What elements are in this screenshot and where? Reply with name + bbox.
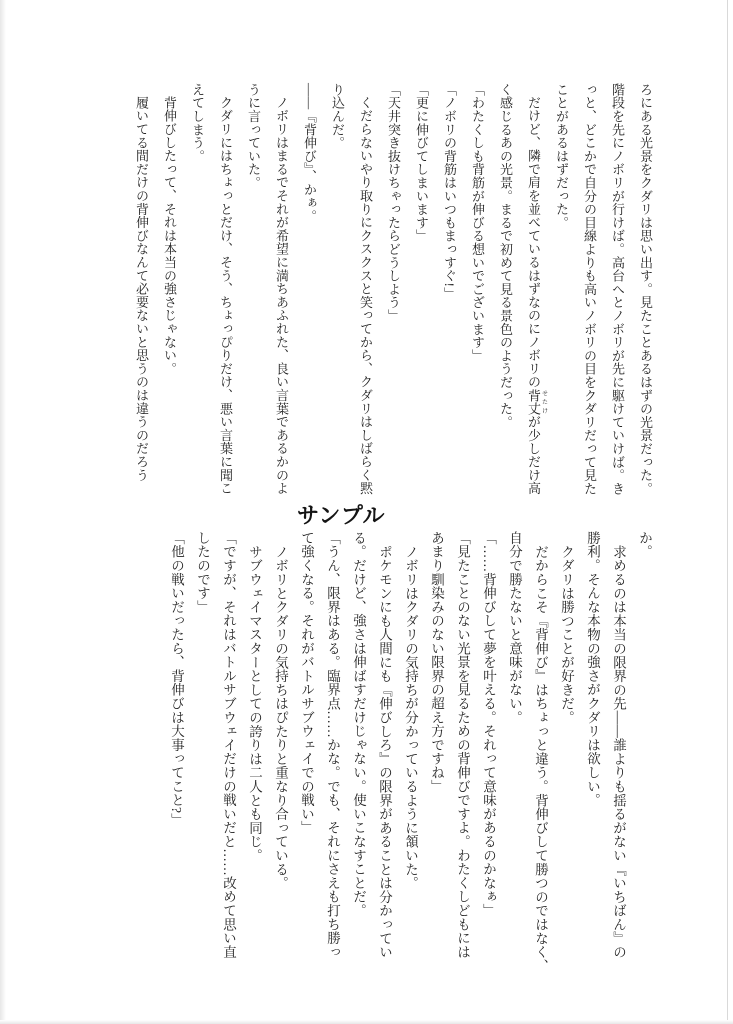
bottom-text-block [163,531,657,973]
text-line: 背伸びしたって、それは本当の強さじゃない。 [162,96,177,376]
top-text-block [127,83,659,501]
text-line: か。 [637,531,652,559]
text-line: 履いてる間だけの背伸びなんて必要ないと思うのは違うのだろう [134,96,149,482]
text-line: 求めるのは本当の限界の先――誰よりも揺るがない『いちばん』の [611,544,626,959]
ruby-annotated-word: 背丈 せたけ [526,388,547,416]
text-line: 「うん、限界はある。臨界点……かな。でも、それにさえも打ち勝っ [325,531,340,959]
text-line: だからこそ『背伸び』はちょっと違う。背伸びして勝つのではなく、 [533,544,548,973]
text-line: く感じるあの光景。まるで初めて見る景色のようだった。 [498,83,513,429]
text-line: くだらないやり取りにクスクスと笑ってから、クダリはしばらく黙 [358,96,373,495]
text-line: る。だけど、強さは伸ばすだけじゃない。使いこなすことだ。 [351,531,366,918]
text-line: 「ノボリの背筋はいつもまっすぐ!」 [442,83,457,301]
text-line: 「見たことのない光景を見るための背伸びですよ。わたくしどもには [455,531,470,959]
text-line: ろにある光景をクダリは思い出す。見たことあるはずの光景だった。 [638,83,653,496]
text-line: あまり馴染みのない限界の超え方ですね」 [429,531,444,794]
text-line: 「ですが、それはバトルサブウェイだけの戦いだと……改めて思い直 [221,531,236,959]
text-line: て強くなる。それがバトルサブウェイでの戦い」 [299,531,314,835]
sample-watermark: サンプル [297,503,386,528]
text-line: 勝利。そんな本物の強さがクダリは欲しい。 [585,531,600,807]
text-line: 「わたくしも背筋が伸びる想いでございます」 [470,83,485,363]
page-edge-right-line [727,0,728,1024]
text-line: 「更に伸びてしまいます」 [414,83,429,243]
text-line: 自分で勝たないと意味がない。 [507,531,522,725]
text-line: 「他の戦いだったら、背伸びは大事ってこと?」 [169,531,184,828]
text-line: うに言っていた。 [246,83,261,190]
text-line: クダリは勝つことが好きだ。 [559,544,574,724]
text-line: 階段を先にノボリが行けば。高台へとノボリが先に駆けていけば。き [610,83,625,496]
text-line: ことがあるはずだった。 [554,83,569,230]
page-edge-left-shade [0,0,6,1024]
text-line: ――『背伸び』、かぁ。 [302,83,317,223]
page-edge-bottom-shade [0,1020,733,1024]
text-line: ノボリはまるでそれが希望に満ちあふれた、良い言葉であるかのよ [274,96,289,495]
text-line: 「……背伸びして夢を叶える。それって意味があるのかなぁ」 [481,531,496,918]
text-line: だけど、隣で肩を並べているはずなのにノボリの背丈 せたけが少しだけ高 [526,96,547,496]
text-line: り込んだ。 [330,83,345,150]
text-line: サブウェイマスターとしての誇りは二人とも同じ。 [247,544,262,862]
text-line: えてしまう。 [190,83,205,163]
text-line: ポケモンにも人間にも『伸びしろ』の限界があることは分かってい [377,544,392,959]
text-line: ノボリはクダリの気持ちが分かっているように頷いた。 [403,544,418,890]
text-line: っと、どこかで自分の目線よりも高いノボリの目をクダリだって見た [582,83,597,496]
text-line: クダリにはちょっとだけ、そう、ちょっぴりだけ、悪い言葉に聞こ [218,96,233,495]
text-line: ノボリとクダリの気持ちはぴたりと重なり合っている。 [273,544,288,890]
text-line: したのです」 [195,531,210,614]
text-line: 「天井突き抜けちゃったらどうしよう」 [386,83,401,323]
